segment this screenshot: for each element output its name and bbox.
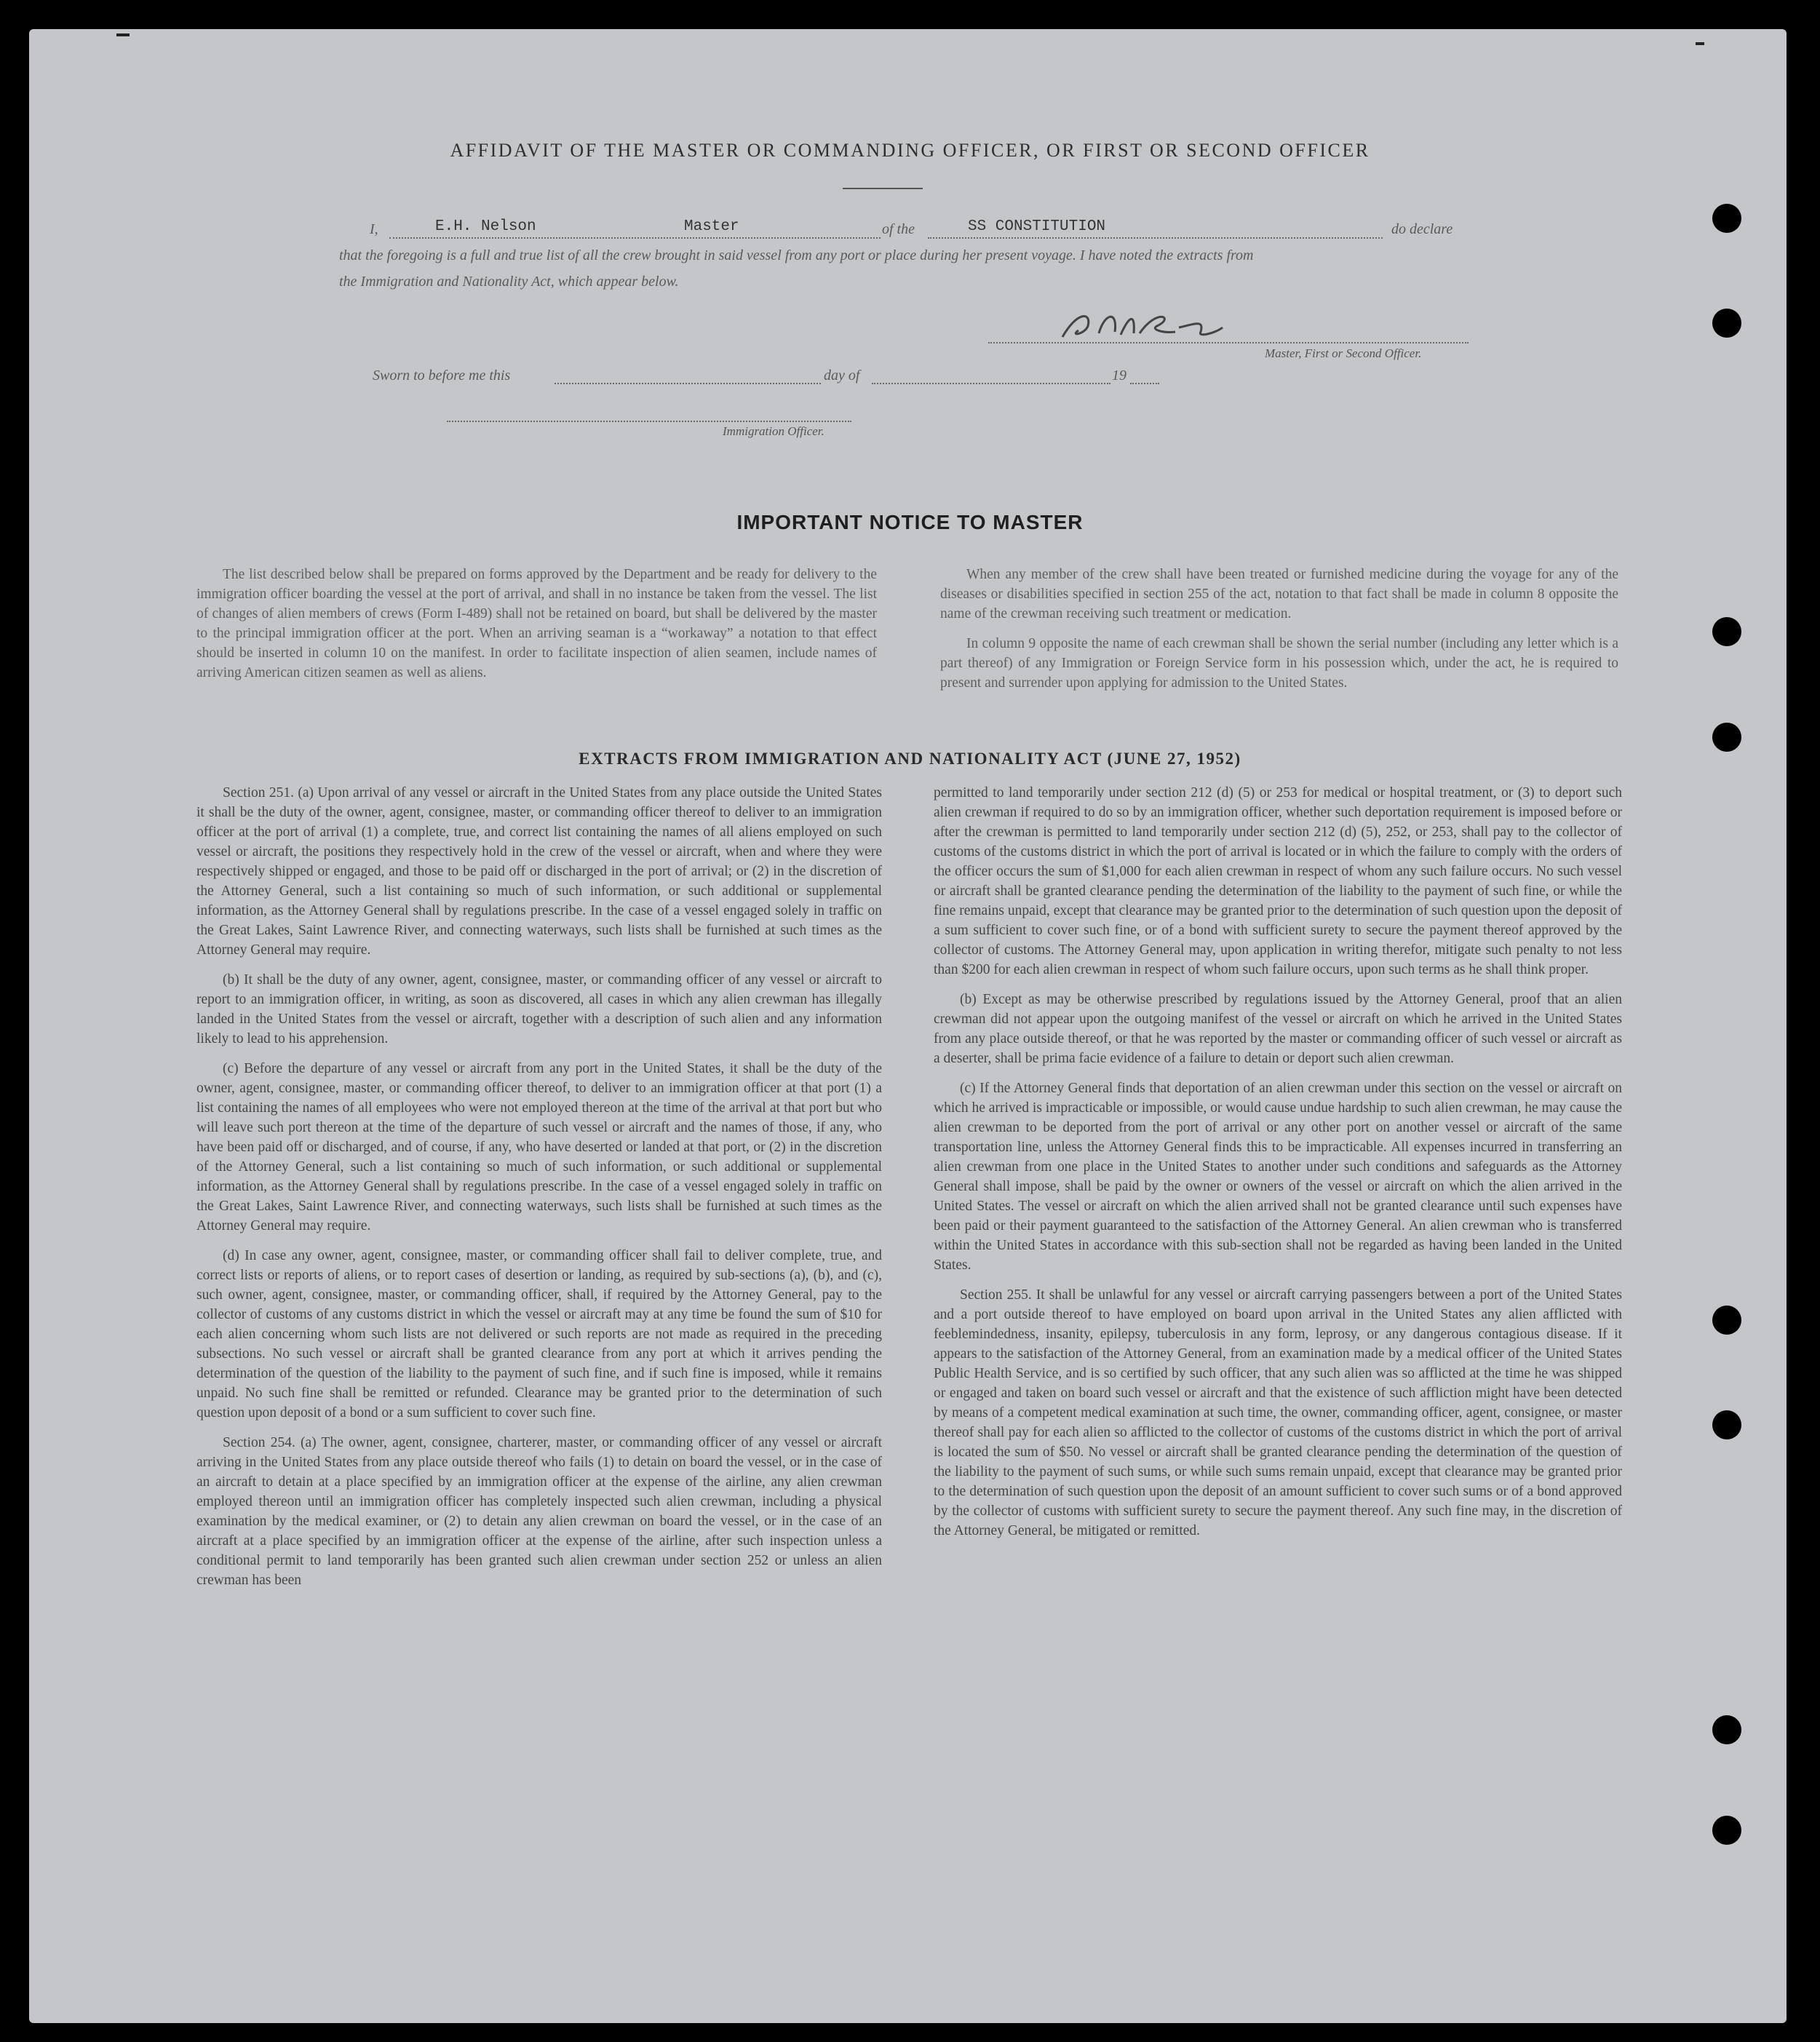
officer-caption: Immigration Officer. [723, 424, 824, 438]
affidavit-title: AFFIDAVIT OF THE MASTER OR COMMANDING OFFICER, OR FIRST OR SECOND OFFICER [450, 140, 1370, 161]
punch-hole [1712, 723, 1741, 752]
act-paragraph: (c) If the Attorney General finds that deportation of an alien crewman under this section on the vessel or aircraft on which he arrived is impracticable or impossible, or would cause undue hardship to such alien crewman, he may cause the alien crewman to be deported from the port of arrival or any other port on another vessel or aircraft of the same transportation line, unless the Attorney General finds this to be impracticable. All expenses incurred in transferring an alien crewman from one place in the United States to another under such conditions and safeguards as the Attorney General shall impose, shall be paid by the owner or owners of the vessel or aircraft on which the alien arrived in the United States. The vessel or aircraft on which the alien arrived shall not be granted clearance until such expenses have been paid or their payment guaranteed to the satisfaction of the Attorney General. An alien crewman who is transferred within the United States in accordance with this sub-section shall not be regarded as having been landed in the United States. [934, 1081, 1622, 1273]
year-label: 19 [1112, 368, 1126, 384]
vessel-blank [928, 237, 1383, 239]
notice-title: IMPORTANT NOTICE TO MASTER [736, 511, 1084, 533]
affidavit-line-2: that the foregoing is a full and true list of all the crew brought in said vessel from any port or place during her present voyage. I have noted the extracts from [339, 247, 1254, 263]
act-paragraph: (b) Except as may be otherwise prescribed by regulations issued by the Attorney General, proof that an alien crewman did not appear upon the outgoing manifest of the vessel or aircraft on which he arrived in the United States from any place outside thereof, or that he was reported by the master or commanding officer of such vessel or aircraft as a deserter, shall be prima facie evidence of a failure to detain or deport such alien crewman. [934, 992, 1622, 1066]
notice-right-column [940, 565, 1618, 703]
act-right-column [934, 783, 1622, 1551]
notice-left-column [196, 565, 877, 693]
name-title-blank [389, 237, 881, 239]
corner-mark-left [116, 33, 130, 36]
act-paragraph: Section 251. (a) Upon arrival of any vessel or aircraft in the United States from any place outside the United States it shall be the duty of the owner, agent, consignee, master, or commanding officer thereof to deliver to an immigration officer at the port of arrival (1) a complete, true, and correct list containing the names of all aliens employed on such vessel or aircraft, the positions they respectively hold in the crew of the vessel or aircraft, when and where they were respectively shipped or engaged, and those to be paid off or discharged in the port of arrival; or (2) in the discretion of the Attorney General, such a list containing so much of such information, or such additional or supplemental information, as the Attorney General shall by regulations prescribe. In the case of a vessel engaged solely in traffic on the Great Lakes, Saint Lawrence River, and connecting waterways, such lists shall be furnished at such times as the Attorney General may require. [196, 785, 882, 958]
affidavit-prefix: I, [370, 221, 378, 237]
notice-paragraph: In column 9 opposite the name of each crewman shall be shown the serial number (including any letter which is a part thereof) of any Immigration or Foreign Service form in his possession which, under the act, he is required to present and surrender upon applying for admission to the United States. [940, 636, 1618, 691]
act-left-column [196, 783, 882, 1600]
day-of-label: day of [824, 368, 860, 384]
act-paragraph: Section 254. (a) The owner, agent, consignee, charterer, master, or commanding officer of any vessel or aircraft arriving in the United States from any place outside thereof who fails (1) to detain on board the vessel, or in the case of an aircraft to detain at a place specified by an immigration officer at the expense of the airline, any alien crewman employed thereon until an immigration officer has completely inspected such alien crewman, including a physical examination by the medical examiner, or (2) to detain any alien crewman on board the vessel, or in the case of an aircraft at a place specified by an immigration officer at the expense of the airline, after such inspection unless a conditional permit to land temporarily has been granted such alien crewman under section 252 or unless an alien crewman has been [196, 1435, 882, 1588]
master-signature [1048, 304, 1281, 348]
act-paragraph: (d) In case any owner, agent, consignee, master, or commanding officer shall fail to deliver complete, true, and correct lists or reports of aliens, or to report cases of desertion or landing, as required by sub-sections (a), (b), and (c), such owner, agent, consignee, master, or commanding officer, shall, if required by the Attorney General, pay to the collector of customs of any customs district in which the vessel or aircraft may at any time be found the sum of $10 for each alien concerning whom such lists are not delivered or such reports are not made as required in the preceding subsections. No such vessel or aircraft shall be granted clearance from any port at which it arrives pending the determination of the question of the liability to the payment of such fine, and if such fine is imposed, while it remains unpaid. No such fine shall be remitted or refunded. Clearance may be granted prior to the determination of such question upon deposit of a bond or a sum sufficient to cover such fine. [196, 1248, 882, 1421]
punch-hole [1712, 1410, 1741, 1439]
sworn-month-blank [872, 383, 1110, 384]
sworn-label: Sworn to before me this [373, 368, 511, 384]
title-divider [843, 188, 923, 189]
corner-mark-right [1696, 42, 1704, 45]
punch-hole [1712, 1306, 1741, 1335]
signature-caption: Master, First or Second Officer. [1265, 346, 1422, 360]
extracts-title: EXTRACTS FROM IMMIGRATION AND NATIONALITY ACT (JUNE 27, 1952) [579, 750, 1241, 768]
punch-hole [1712, 617, 1741, 646]
act-paragraph: (c) Before the departure of any vessel or aircraft from any port in the United States, it shall be the duty of the owner, agent, consignee, master, or commanding officer thereof, to deliver to an immigration officer at that port (1) a list containing the names of all employees who were not employed thereon at the time of the arrival at that port but who will leave such port thereon at the time of the departure of such vessel or aircraft and the names of those, if any, who have been paid off or discharged, and of course, if any, who have deserted or landed at that port, or (2) in the discretion of the Attorney General, such a list containing so much of such information, or such additional or supplemental information, as the Attorney General shall by regulations prescribe. In the case of a vessel engaged solely in traffic on the Great Lakes, Saint Lawrence River, and connecting waterways, such lists shall be furnished at such times as the Attorney General may require. [196, 1061, 882, 1233]
sworn-year-blank [1130, 383, 1159, 384]
officer-signature-blank [447, 421, 851, 422]
signature-blank [988, 342, 1469, 343]
vessel-name: SS CONSTITUTION [968, 218, 1106, 235]
act-paragraph: (b) It shall be the duty of any owner, agent, consignee, master, or commanding officer of any vessel or aircraft to report to an immigration officer, in writing, as soon as discovered, all cases in which any alien crewman has illegally landed in the United States from the vessel or aircraft, together with a description of such alien and any information likely to lead to his apprehension. [196, 972, 882, 1046]
notice-paragraph: The list described below shall be prepared on forms approved by the Department and be ready for delivery to the immigration officer boarding the vessel at the port of arrival, and shall in no instance be taken from the vessel. The list of changes of alien members of crews (Form I-489) shall not be retained on board, but shall be delivered by the master to the principal immigration officer at the port. When an arriving seaman is a “workaway” a notation to that effect should be inserted in column 10 on the manifest. In order to facilitate inspection of alien seamen, include names of arriving American citizen seamen as well as aliens. [196, 567, 877, 680]
punch-hole [1712, 1816, 1741, 1845]
notice-paragraph: When any member of the crew shall have been treated or furnished medicine during the voyage for any of the diseases or disabilities specified in section 255 of the act, notation to that fact shall be made in column 8 opposite the name of the crewman receiving such treatment or medication. [940, 567, 1618, 621]
punch-hole [1712, 204, 1741, 233]
of-the-label: of the [882, 221, 915, 237]
punch-hole [1712, 309, 1741, 338]
act-paragraph: permitted to land temporarily under section 212 (d) (5) or 253 for medical or hospital treatment, or (3) to deport such alien crewman if required to do so by an immigration officer, whether such deportation requirement is imposed before or after the crewman is permitted to land temporarily under section 212 (d) (5), 252, or 253, shall pay to the collector of customs of the customs district in which the port of arrival is located or in which the failure to comply with the orders of the officer occurs the sum of $1,000 for each alien crewman in respect of whom any such failure occurs. No such vessel or aircraft shall be granted clearance pending the determination of the liability to the payment of such fine, or while the fine remains unpaid, except that clearance may be granted prior to the determination of such question upon the deposit of a sum sufficient to cover such fine, or of a bond with sufficient surety to secure the payment thereof approved by the collector of customs. The Attorney General may, upon application in writing therefor, mitigate such penalty to not less than $200 for each alien crewman in respect of whom such failure occurs, upon such terms as he shall think proper. [934, 785, 1622, 977]
affidavit-line-3: the Immigration and Nationality Act, which appear below. [339, 274, 679, 290]
sworn-date-blank [555, 383, 821, 384]
act-paragraph: Section 255. It shall be unlawful for any vessel or aircraft carrying passengers between a port of the United States and a port outside thereof to have employed on board upon arrival in the United States any alien afflicted with feeblemindedness, insanity, epilepsy, tuberculosis in any form, leprosy, or any dangerous contagious disease. If it appears to the satisfaction of the Attorney General, from an examination made by a medical officer of the United States Public Health Service, and is so certified by such officer, that any such alien was so afflicted at the time he was shipped or engaged and taken on board such vessel or aircraft and that the existence of such affliction might have been detected by means of a competent medical examination at such time, the owner, commanding officer, agent, consignee, or master thereof shall pay for each alien so afflicted to the collector of customs of the customs district in which the port of arrival is located the sum of $50. No vessel or aircraft shall be granted clearance pending the determination of the question of the liability to the payment of such sums, or while such sums remain unpaid, except that clearance may be granted prior to the determination of such question upon the deposit of an amount sufficient to cover such sums or of a bond approved by the collector of customs with sufficient surety to secure the payment thereof. Any such fine may, in the discretion of the Attorney General, be mitigated or remitted. [934, 1287, 1622, 1538]
do-declare-label: do declare [1391, 221, 1453, 237]
master-title: Master [684, 218, 739, 235]
punch-hole [1712, 1715, 1741, 1744]
master-name: E.H. Nelson [435, 218, 536, 235]
